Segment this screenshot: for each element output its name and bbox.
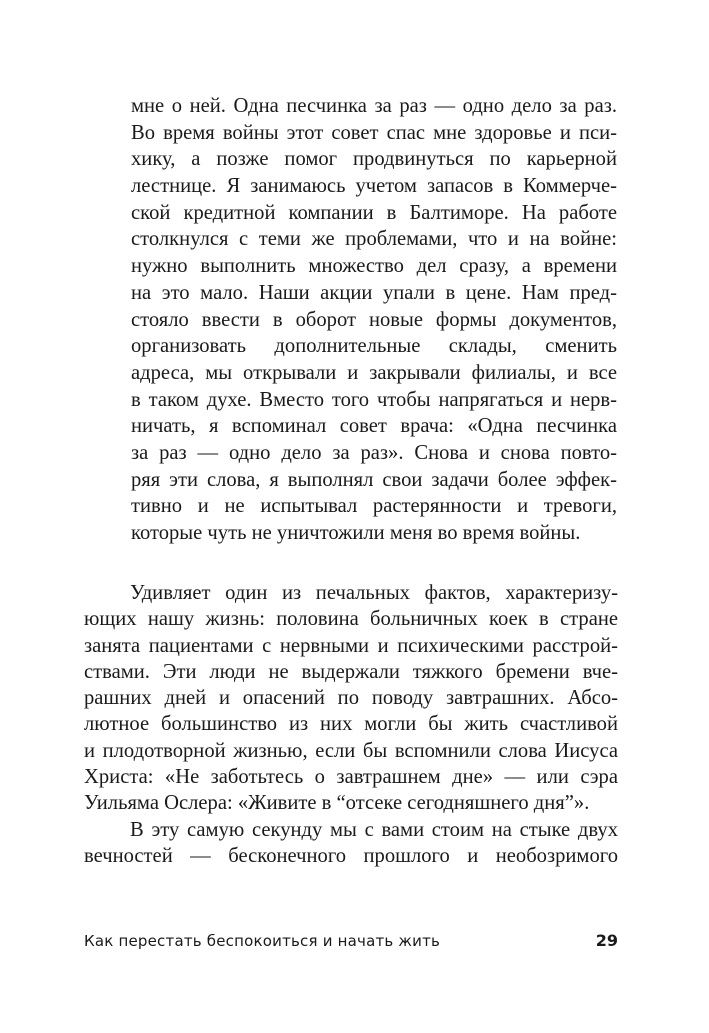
text-line: ской кредитной компании в Балтиморе. На работе <box>131 201 617 224</box>
text-line: Во время войны этот совет спас мне здоровье и пси- <box>131 121 617 144</box>
text-line: ничать, я вспоминал совет врача: «Одна песчинка <box>131 415 617 438</box>
text-line: Удивляет один из печальных фактов, характеризу- <box>130 582 618 604</box>
text-line: Уильяма Ослера: «Живите в “отсеке сегодняшнего дня”». <box>84 792 590 815</box>
body-text <box>84 580 618 869</box>
text-line: стояло ввести в оборот новые формы документов, <box>131 308 617 331</box>
text-line: рашних дней и опасений по поводу завтрашних. Абсо- <box>84 687 618 710</box>
text-line: адреса, мы открывали и закрывали филиалы, и все <box>131 361 617 384</box>
text-line: хику, а позже помог продвинуться по карьерной <box>131 148 617 171</box>
quote-paragraph <box>131 93 617 547</box>
text-line: вечностей — бесконечного прошлого и необозримого <box>84 844 618 867</box>
text-line: ствами. Эти люди не выдержали тяжкого бремени вче- <box>84 660 618 683</box>
text-line: нужно выполнить множество дел сразу, а времени <box>131 255 617 278</box>
page-number: 29 <box>595 931 618 950</box>
text-line: столкнулся с теми же проблемами, что и на войне: <box>131 228 617 251</box>
text-line: мне о ней. Одна песчинка за раз — одно дело за раз. <box>131 95 617 117</box>
text-line: лютное большинство из них могли бы жить счастливой <box>84 713 618 736</box>
text-line: ющих нашу жизнь: половина больничных коек в стране <box>84 608 618 631</box>
text-line: организовать дополнительные склады, сменить <box>131 335 617 358</box>
page-footer <box>84 932 618 954</box>
text-line: Христа: «Не заботьтесь о завтрашнем дне» — или сэра <box>84 766 618 789</box>
text-line: тивно и не испытывал растерянности и тревоги, <box>131 495 617 518</box>
text-line: В эту самую секунду мы с вами стоим на стыке двух <box>130 818 618 841</box>
text-line: за раз — одно дело за раз». Снова и снова повто- <box>131 441 617 464</box>
text-line: на это мало. Наши акции упали в цене. Нам пред- <box>131 281 617 304</box>
text-line: и плодотворной жизнью, если бы вспомнили слова Иисуса <box>84 739 618 762</box>
text-line: ряя эти слова, я выполнял свои задачи более эффек- <box>131 468 617 491</box>
text-line: которые чуть не уничтожили меня во время войны. <box>131 522 581 544</box>
text-line: лестнице. Я занимаюсь учетом запасов в Коммерче- <box>131 175 617 198</box>
text-line: занята пациентами с нервными и психическими расстрой- <box>84 634 618 657</box>
text-line: в таком духе. Вместо того чтобы напрягаться и нерв- <box>131 388 617 411</box>
running-title: Как перестать беспокоиться и начать жить <box>84 932 441 950</box>
